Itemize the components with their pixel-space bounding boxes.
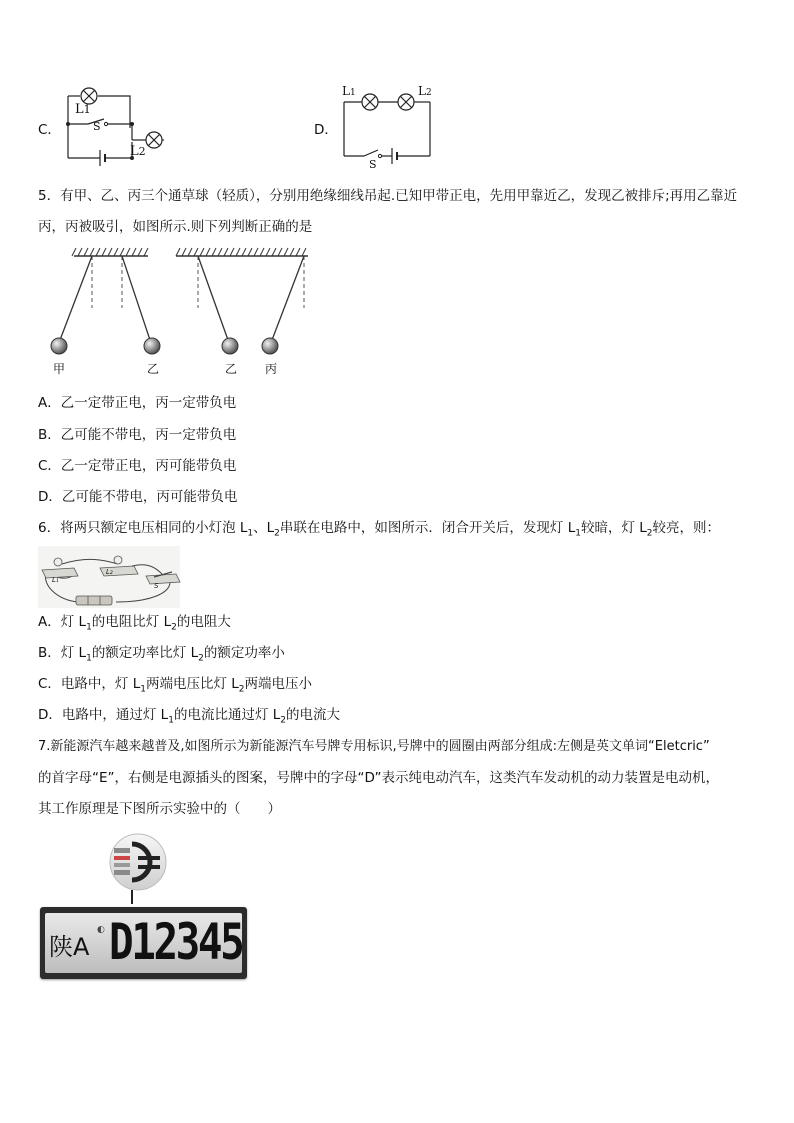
pith-balls-figure	[40, 248, 310, 358]
q5-stem-line2: 丙，丙被吸引，如图所示.则下列判断正确的是	[38, 219, 313, 235]
photo-l2-label: L₂	[106, 568, 113, 576]
d-switch-label: S	[369, 158, 377, 171]
q6-option-c[interactable]: C．电路中，灯 $L_1$两端电压比灯 $L_2$两端电压小	[38, 676, 313, 695]
q5-option-b[interactable]: B．乙可能不带电，丙一定带负电	[38, 427, 237, 443]
c-l2-label: L2	[130, 144, 146, 159]
plate-number: D12345	[109, 913, 243, 971]
circuit-photo	[38, 546, 180, 608]
photo-s-label: S	[154, 582, 159, 590]
plate-prefix: 陕A	[49, 933, 90, 961]
ball-label-jia: 甲	[53, 362, 66, 376]
plate-small-logo-icon: ◐	[97, 925, 105, 935]
d-l2-label: L2	[418, 84, 432, 98]
q6-option-a[interactable]: A．灯 $L_1$的电阻比灯 $L_2$的电阻大	[38, 614, 231, 633]
q6-option-b[interactable]: B．灯 $L_1$的额定功率比灯 $L_2$的额定功率小	[38, 645, 285, 664]
circuit-diagram-c	[60, 84, 180, 164]
q5-option-c[interactable]: C．乙一定带正电，丙可能带负电	[38, 458, 237, 474]
q6-stem: 6．将两只额定电压相同的小灯泡 $L_1$、$L_2$串联在电路中，如图所示．闭合开关后，发现灯 $L_1$较暗，灯 $L_2$较亮，则：	[38, 520, 720, 539]
ball-label-yi: 乙	[147, 362, 160, 376]
c-l1-label: L1	[75, 102, 91, 117]
d-l1-label: L1	[342, 84, 356, 98]
q5-option-d[interactable]: D．乙可能不带电，丙可能带负电	[38, 489, 238, 505]
circuit-diagram-d	[340, 86, 440, 166]
q6-option-d[interactable]: D．电路中，通过灯 $L_1$的电流比通过灯 $L_2$的电流大	[38, 707, 340, 726]
ball-label-bing: 丙	[265, 362, 278, 376]
option-d-label[interactable]: D．	[314, 122, 338, 138]
q5-stem-line1: 5．有甲、乙、丙三个通草球（轻质），分别用绝缘细线吊起.已知甲带正电，先用甲靠近乙，发现乙被排斥;再用乙靠近	[38, 188, 738, 204]
q5-option-a[interactable]: A．乙一定带正电，丙一定带负电	[38, 395, 237, 411]
c-switch-label: S	[93, 120, 101, 133]
q7-stem-line1: 7.新能源汽车越来越普及,如图所示为新能源汽车号牌专用标识,号牌中的圆圈由两部分组成:左侧是英文单词“Eletcric”	[38, 739, 710, 754]
option-c-label[interactable]: C．	[38, 122, 61, 138]
q7-stem-line2: 的首字母“E”，右侧是电源插头的图案，号牌中的字母“D”表示纯电动汽车，这类汽车发动机的动力装置是电动机，	[38, 770, 720, 786]
ball-label-yi-2: 乙	[225, 362, 238, 376]
photo-l1-label: L₁	[52, 576, 59, 584]
license-plate	[40, 907, 247, 979]
q7-stem-line3: 其工作原理是下图所示实验中的（ ）	[38, 801, 281, 817]
ev-plug-logo-icon	[108, 834, 172, 904]
